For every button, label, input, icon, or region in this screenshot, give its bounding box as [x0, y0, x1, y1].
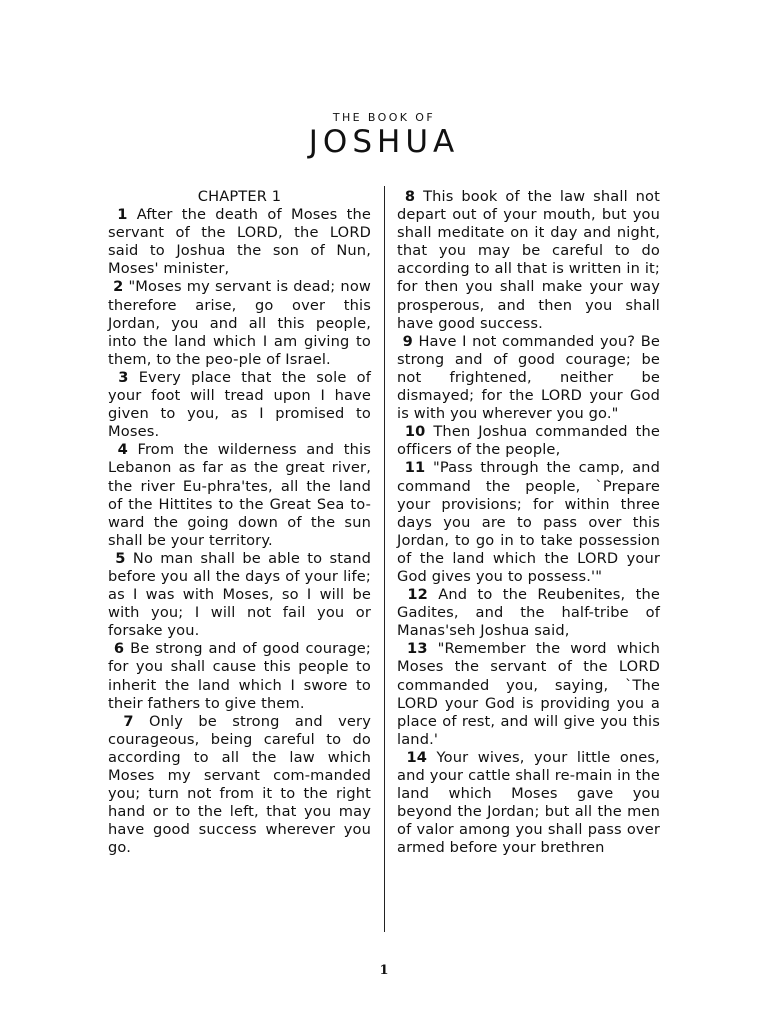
verse-text: No man shall be able to stand before you all the days of your life; as I was with Moses, so I will be with you; I will not fail you or forsake you. — [108, 549, 372, 640]
verse-number: 8 — [404, 188, 416, 205]
verse-text: Be strong and of good courage; for you shall cause this people to inherit the land which I swore to their fathers to give them. — [108, 640, 372, 712]
verse — [108, 369, 371, 441]
verse-text: Only be strong and very courageous, being careful to do according to all the law which Moses my servant com-manded you; turn not from it to the right hand or to the left, that you may have good success wherever you go. — [108, 712, 371, 857]
verse-text: "Remember the word which Moses the servant of the LORD commanded you, saying, `The LORD your God is providing you a place of rest, and will give you this land.' — [397, 640, 660, 748]
verse — [397, 586, 660, 640]
verse — [397, 459, 660, 586]
verse-list-right — [397, 188, 660, 857]
right-column — [397, 188, 660, 857]
verse — [108, 640, 371, 712]
verse-number: 4 — [117, 441, 128, 459]
verse-number: 9 — [402, 332, 413, 350]
verse-text: Then Joshua commanded the officers of the people, — [397, 423, 660, 459]
verse-text: This book of the law shall not depart out of your mouth, but you shall meditate on it day and night, that you may be careful to do according to all that is written in it; for then you shall make your way prosperous, and then you shall have good success. — [397, 188, 661, 332]
verse-text: Your wives, your little ones, and your cattle shall re-main in the land which Moses gave you beyond the Jordan; but all the men of valor among you shall pass over armed before your brethren — [397, 748, 660, 857]
verse-number: 12 — [407, 586, 428, 604]
left-column — [108, 188, 371, 857]
verse — [397, 749, 660, 858]
verse — [108, 278, 371, 368]
verse — [397, 333, 660, 423]
verse — [108, 441, 371, 550]
verse-text: "Pass through the camp, and command the people, `Prepare your provisions; for within three days you are to pass over this Jordan, to go in to take possession of the land which the LORD your God gives you to possess.'" — [397, 459, 660, 585]
verse-number: 14 — [406, 748, 428, 766]
verse-text: And to the Reubenites, the Gadites, and the half-tribe of Manas'seh Joshua said, — [397, 586, 660, 640]
page-number: 1 — [379, 963, 389, 978]
verse-number: 10 — [404, 423, 426, 441]
verse-text: From the wilderness and this Lebanon as far as the great river, the river Eu-phra'tes, all the land of the Hittites to the Great Sea to-ward the going down of the sun shall be your territory. — [108, 441, 371, 549]
book-title: JOSHUA — [308, 124, 460, 160]
verse — [108, 550, 371, 640]
verse — [108, 713, 371, 858]
verse-number: 5 — [115, 549, 126, 567]
verse-number: 11 — [404, 459, 426, 477]
verse-number: 2 — [113, 278, 124, 296]
verse-text: "Moses my servant is dead; now therefore arise, go over this Jordan, you and all this people, into the land which I am giving to them, to the peo-ple of Israel. — [108, 278, 371, 368]
verse-number: 1 — [117, 206, 128, 224]
verse — [108, 206, 371, 278]
verse-text: Every place that the sole of your foot will tread upon I have given to you, as I promised to Moses. — [108, 368, 371, 441]
verse — [397, 188, 660, 333]
verse-number: 7 — [123, 712, 134, 730]
column-divider — [384, 186, 385, 932]
verse-number: 3 — [118, 368, 129, 386]
book-subtitle: THE BOOK OF — [332, 111, 436, 124]
verse-text: Have I not commanded you? Be strong and of good courage; be not frightened, neither be dismayed; for the LORD your God is with you wherever you go." — [397, 332, 661, 423]
verse — [397, 640, 660, 749]
verse-text: After the death of Moses the servant of the LORD, the LORD said to Joshua the son of Nun, Moses' minister, — [108, 206, 371, 278]
verse — [397, 423, 660, 459]
chapter-heading: CHAPTER 1 — [197, 188, 282, 205]
verse-list-left — [108, 206, 371, 857]
verse-number: 6 — [113, 640, 125, 658]
verse-number: 13 — [407, 640, 428, 658]
